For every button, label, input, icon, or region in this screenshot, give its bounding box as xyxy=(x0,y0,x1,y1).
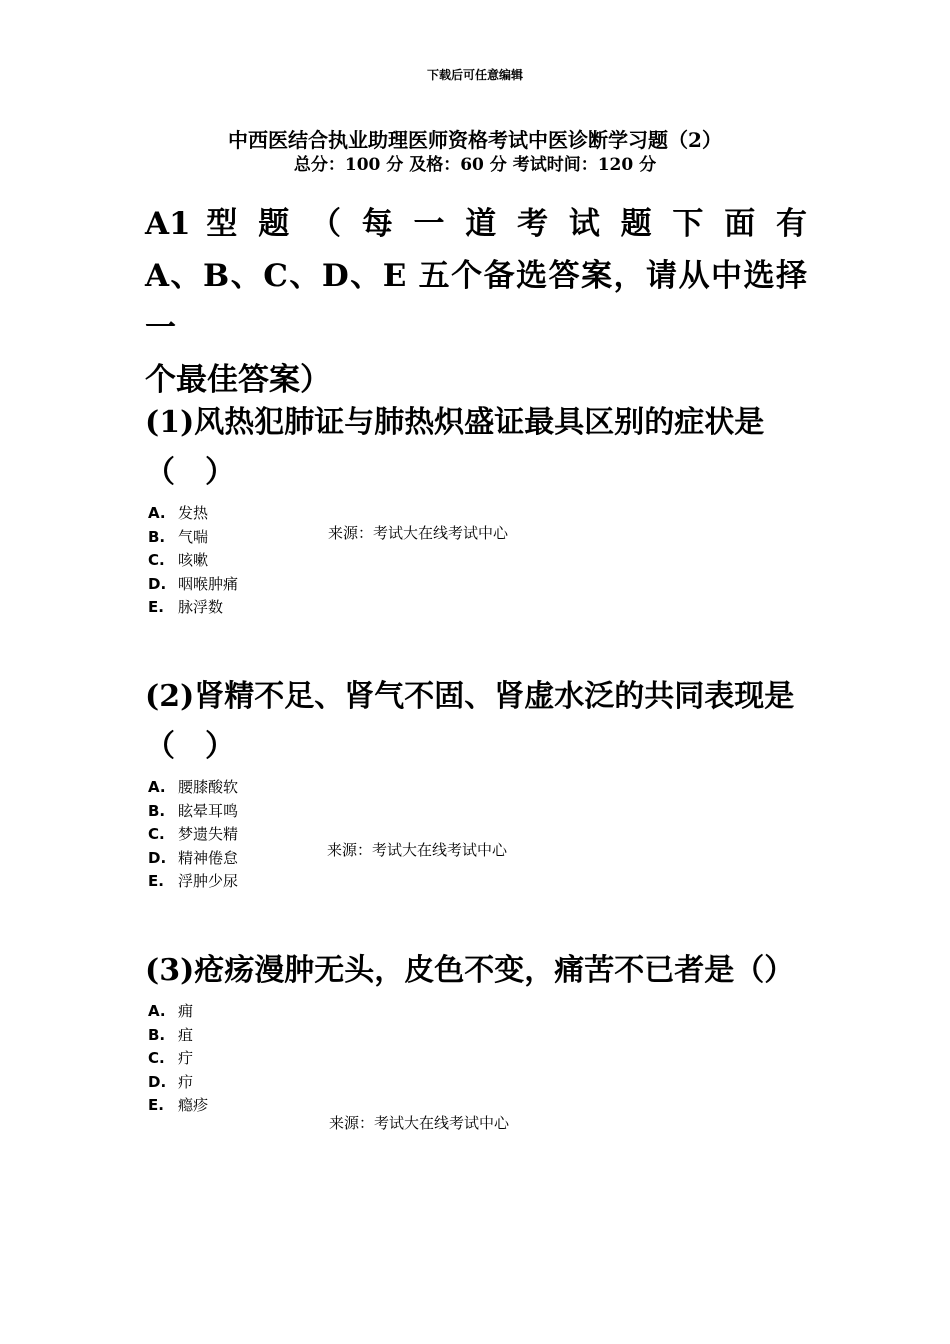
option-d[interactable] xyxy=(145,573,810,597)
question-2 xyxy=(145,672,810,894)
option-letter: A. xyxy=(148,504,166,522)
option-a[interactable] xyxy=(145,1000,810,1024)
option-letter: E. xyxy=(148,598,164,616)
document-title: 中西医结合执业助理医师资格考试中医诊断学习题（2） xyxy=(228,128,722,152)
question-stem: (3)疮疡漫肿无头，皮色不变，痛苦不已者是（） xyxy=(145,953,795,988)
source-note: 来源：考试大在线考试中心 xyxy=(329,1114,510,1132)
option-letter: C. xyxy=(148,551,165,569)
option-text: 眩晕耳鸣 xyxy=(178,801,239,820)
option-list xyxy=(145,502,810,620)
option-text: 梦遗失精 xyxy=(178,825,239,843)
option-c[interactable] xyxy=(145,1047,810,1071)
option-e[interactable] xyxy=(145,596,810,620)
section-heading-line-2: A、B、C、D、E 五个备选答案，请从中选择一 xyxy=(145,258,807,346)
question-stem: (2)肾精不足、肾气不固、肾虚水泛的共同表现是（ ） xyxy=(145,679,795,764)
option-text: 咽喉肿痛 xyxy=(178,574,239,593)
header-note: 下载后可任意编辑 xyxy=(426,68,523,82)
option-letter: B. xyxy=(148,1025,166,1044)
option-letter: B. xyxy=(148,801,166,820)
option-text: 脉浮数 xyxy=(178,598,224,616)
option-letter: B. xyxy=(148,527,166,546)
section-heading xyxy=(145,198,807,406)
source-note: 来源：考试大在线考试中心 xyxy=(327,841,508,859)
exam-meta: 总分：100 分 及格：60 分 考试时间：120 分 xyxy=(293,155,657,175)
source-note: 来源：考试大在线考试中心 xyxy=(328,524,509,542)
option-list xyxy=(145,776,810,894)
option-letter: D. xyxy=(148,574,167,593)
option-text: 疖 xyxy=(178,1072,194,1091)
option-text: 疔 xyxy=(178,1049,194,1067)
option-text: 咳嗽 xyxy=(178,551,209,569)
option-letter: D. xyxy=(148,1072,167,1091)
option-b[interactable] xyxy=(145,800,810,824)
option-letter: E. xyxy=(148,872,164,890)
section-heading-line-3: 个最佳答案） xyxy=(145,362,331,398)
option-text: 发热 xyxy=(178,504,209,522)
option-text: 气喘 xyxy=(178,527,209,546)
option-letter: E. xyxy=(148,1096,164,1114)
option-text: 痈 xyxy=(178,1002,194,1020)
option-list xyxy=(145,1000,810,1118)
option-e[interactable] xyxy=(145,870,810,894)
question-3 xyxy=(145,946,810,1118)
question-1 xyxy=(145,398,810,620)
option-text: 疽 xyxy=(178,1025,194,1044)
option-d[interactable] xyxy=(145,1071,810,1095)
option-c[interactable] xyxy=(145,549,810,573)
option-b[interactable] xyxy=(145,1024,810,1048)
question-stem: (1)风热犯肺证与肺热炽盛证最具区别的症状是（ ） xyxy=(145,405,765,490)
option-a[interactable] xyxy=(145,776,810,800)
section-heading-line-1: A1 型 题 （ 每 一 道 考 试 题 下 面 有 xyxy=(145,206,807,242)
option-letter: C. xyxy=(148,1049,165,1067)
option-letter: A. xyxy=(148,1002,166,1020)
option-letter: D. xyxy=(148,848,167,867)
option-letter: A. xyxy=(148,778,166,796)
option-text: 精神倦怠 xyxy=(178,848,239,867)
option-text: 腰膝酸软 xyxy=(178,778,239,796)
option-text: 浮肿少尿 xyxy=(178,872,239,890)
option-text: 瘾疹 xyxy=(178,1096,209,1114)
option-letter: C. xyxy=(148,825,165,843)
